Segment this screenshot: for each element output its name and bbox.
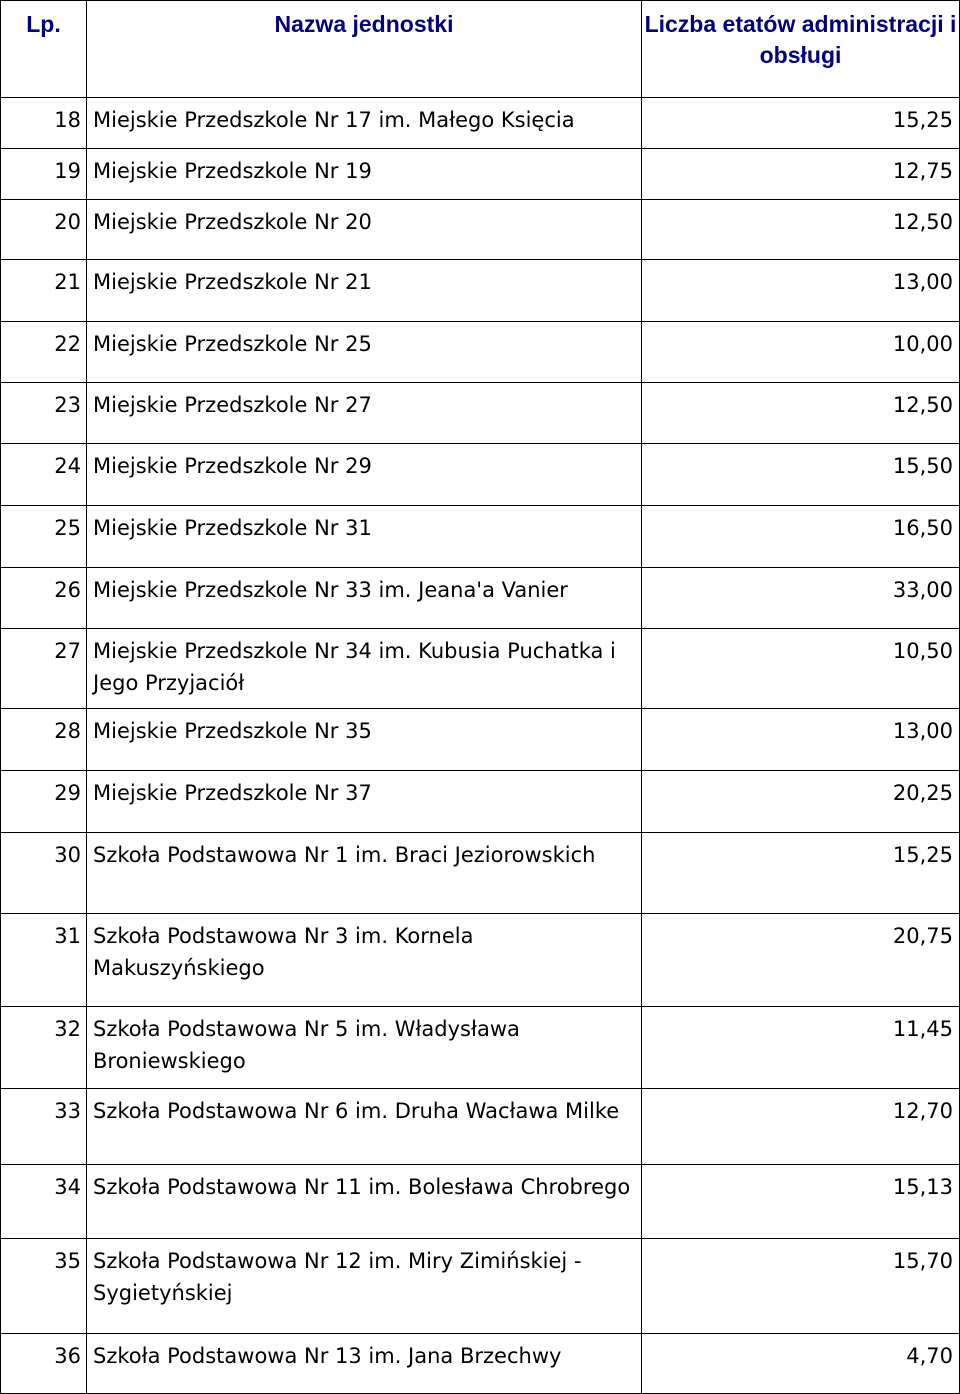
- table-row: [1, 98, 960, 149]
- table-row: [1, 833, 960, 914]
- staff-count: 13,00: [642, 260, 960, 322]
- staff-count: 13,00: [642, 709, 960, 771]
- table-row: [1, 149, 960, 200]
- row-number: 33: [1, 1089, 87, 1165]
- unit-name: Miejskie Przedszkole Nr 37: [87, 771, 642, 833]
- row-number: 21: [1, 260, 87, 322]
- unit-name: Szkoła Podstawowa Nr 6 im. Druha Wacława Milke: [87, 1089, 642, 1165]
- table-row: [1, 1089, 960, 1165]
- unit-name: Miejskie Przedszkole Nr 35: [87, 709, 642, 771]
- row-number: 32: [1, 1007, 87, 1089]
- row-number: 36: [1, 1334, 87, 1394]
- unit-name: Miejskie Przedszkole Nr 17 im. Małego Księcia: [87, 98, 642, 149]
- staff-count: 10,00: [642, 322, 960, 383]
- staff-count: 12,50: [642, 383, 960, 444]
- table-row: [1, 709, 960, 771]
- table-row: [1, 629, 960, 709]
- unit-name: Szkoła Podstawowa Nr 1 im. Braci Jeziorowskich: [87, 833, 642, 914]
- staff-count: 11,45: [642, 1007, 960, 1089]
- table-row: [1, 322, 960, 383]
- unit-name: Miejskie Przedszkole Nr 19: [87, 149, 642, 200]
- table-row: [1, 260, 960, 322]
- unit-name: Miejskie Przedszkole Nr 20: [87, 200, 642, 260]
- table-row: [1, 1239, 960, 1334]
- unit-name: Szkoła Podstawowa Nr 5 im. Władysława Broniewskiego: [87, 1007, 642, 1089]
- table-row: [1, 383, 960, 444]
- row-number: 30: [1, 833, 87, 914]
- table-row: [1, 200, 960, 260]
- table-row: [1, 1007, 960, 1089]
- row-number: 31: [1, 914, 87, 1007]
- row-number: 19: [1, 149, 87, 200]
- header-row: [1, 1, 960, 98]
- table-row: [1, 771, 960, 833]
- staff-count: 10,50: [642, 629, 960, 709]
- staff-count: 15,70: [642, 1239, 960, 1334]
- unit-name: Miejskie Przedszkole Nr 25: [87, 322, 642, 383]
- unit-name: Miejskie Przedszkole Nr 21: [87, 260, 642, 322]
- row-number: 20: [1, 200, 87, 260]
- row-number: 35: [1, 1239, 87, 1334]
- table-row: [1, 568, 960, 629]
- row-number: 34: [1, 1165, 87, 1239]
- staff-count: 15,13: [642, 1165, 960, 1239]
- unit-name: Miejskie Przedszkole Nr 31: [87, 506, 642, 568]
- unit-name: Miejskie Przedszkole Nr 29: [87, 444, 642, 506]
- table-row: [1, 444, 960, 506]
- header-name: Nazwa jednostki: [87, 1, 642, 98]
- row-number: 22: [1, 322, 87, 383]
- unit-name: Szkoła Podstawowa Nr 13 im. Jana Brzechwy: [87, 1334, 642, 1394]
- table-body: [1, 98, 960, 1394]
- staff-count: 12,70: [642, 1089, 960, 1165]
- staff-count: 15,25: [642, 98, 960, 149]
- header-count: Liczba etatów administracji i obsługi: [642, 1, 960, 98]
- staff-count: 12,75: [642, 149, 960, 200]
- staff-count: 20,25: [642, 771, 960, 833]
- unit-name: Miejskie Przedszkole Nr 33 im. Jeana'a Vanier: [87, 568, 642, 629]
- row-number: 18: [1, 98, 87, 149]
- row-number: 29: [1, 771, 87, 833]
- row-number: 23: [1, 383, 87, 444]
- table-row: [1, 506, 960, 568]
- row-number: 27: [1, 629, 87, 709]
- unit-name: Szkoła Podstawowa Nr 11 im. Bolesława Chrobrego: [87, 1165, 642, 1239]
- table-row: [1, 1165, 960, 1239]
- staff-count: 15,50: [642, 444, 960, 506]
- staff-count: 12,50: [642, 200, 960, 260]
- row-number: 26: [1, 568, 87, 629]
- unit-name: Miejskie Przedszkole Nr 34 im. Kubusia Puchatka i Jego Przyjaciół: [87, 629, 642, 709]
- row-number: 25: [1, 506, 87, 568]
- row-number: 24: [1, 444, 87, 506]
- staff-count: 15,25: [642, 833, 960, 914]
- staff-count: 33,00: [642, 568, 960, 629]
- unit-name: Szkoła Podstawowa Nr 3 im. Kornela Makuszyńskiego: [87, 914, 642, 1007]
- staff-count: 4,70: [642, 1334, 960, 1394]
- unit-name: Miejskie Przedszkole Nr 27: [87, 383, 642, 444]
- table-row: [1, 1334, 960, 1394]
- header-lp: Lp.: [1, 1, 87, 98]
- row-number: 28: [1, 709, 87, 771]
- unit-name: Szkoła Podstawowa Nr 12 im. Miry Zimińskiej - Sygietyńskiej: [87, 1239, 642, 1334]
- table-row: [1, 914, 960, 1007]
- staff-count: 20,75: [642, 914, 960, 1007]
- staff-count: 16,50: [642, 506, 960, 568]
